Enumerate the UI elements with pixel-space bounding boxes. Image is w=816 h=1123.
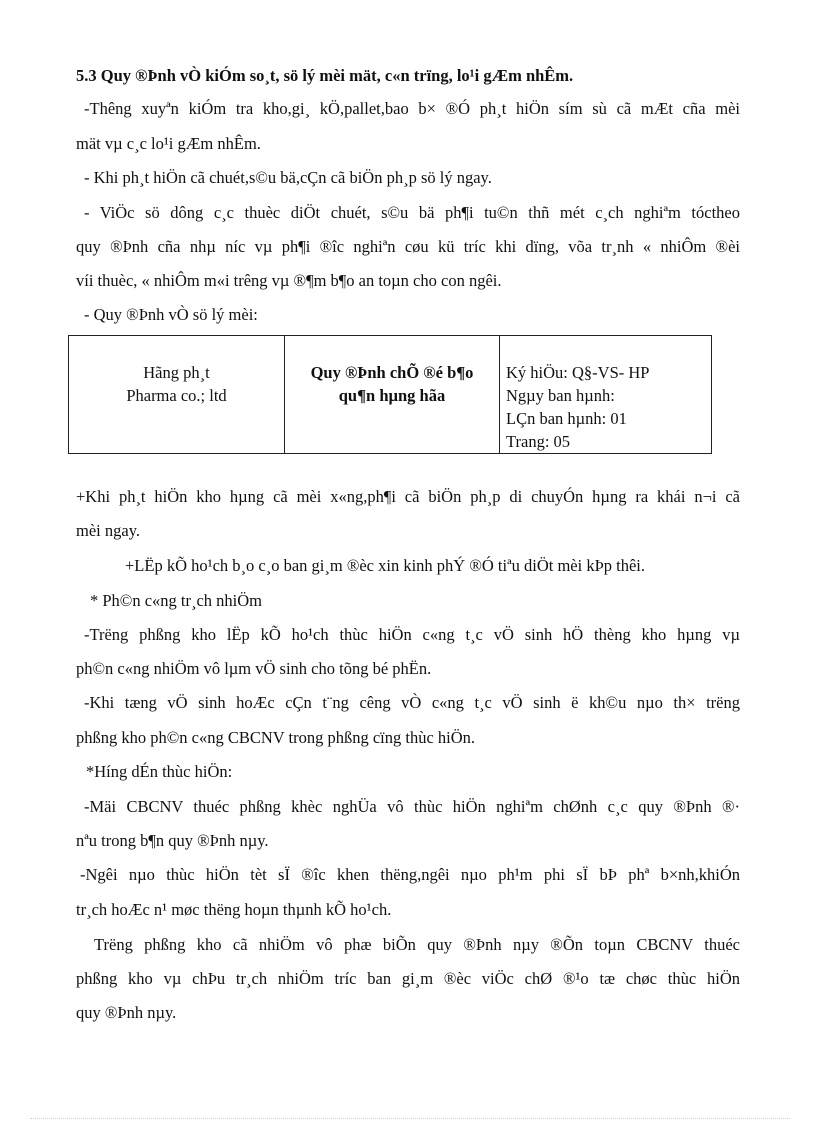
- issue-number: LÇn ban hµnh: 01: [506, 409, 627, 428]
- paragraph-line: phßng kho vµ chÞu tr¸ch nhiÖm tríc ban gi¸m ®èc viÖc chØ ®¹o tæ chøc thùc hiÖn: [76, 969, 740, 988]
- paragraph-line: víi thuèc, « nhiÔm m«i trêng vµ ®¶m b¶o an toµn cho con ngêi.: [76, 271, 502, 290]
- subheading: * Ph©n c«ng tr¸ch nhiÖm: [90, 591, 263, 610]
- company-name: Hãng ph¸t: [143, 363, 210, 382]
- document-title-line: Quy ®Þnh chÕ ®é b¶o: [310, 363, 474, 382]
- paragraph-line: mèi ngay.: [76, 521, 140, 540]
- document-header-table: [68, 335, 712, 454]
- subheading: *Híng dÉn thùc hiÖn:: [86, 762, 233, 781]
- paragraph-line: -Ngêi nµo thùc hiÖn tèt sÏ ®îc khen thëng,ngêi nµo ph¹m phi sÏ bÞ phª b×nh,khiÓn: [80, 865, 740, 884]
- paragraph-line: mät vµ c¸c lo¹i gÆm nhÊm.: [76, 134, 261, 153]
- document-code: Ký hiÖu: Q§-VS- HP: [506, 363, 650, 382]
- issue-date: Ngµy ban hµnh:: [506, 386, 615, 405]
- paragraph-line: -Khi tæng vÖ sinh hoÆc cÇn t¨ng cêng vÒ c«ng t¸c vÖ sinh ë kh©u nµo th× trëng: [84, 693, 740, 712]
- paragraph-line: tr¸ch hoÆc n¹ møc thëng hoµn thµnh kÕ ho¹ch.: [76, 900, 392, 919]
- meta-cell: [500, 336, 712, 454]
- paragraph-line: +LËp kÕ ho¹ch b¸o c¸o ban gi¸m ®èc xin kinh phÝ ®Ó tiªu diÖt mèi kÞp thêi.: [125, 556, 646, 575]
- company-subname: Pharma co.; ltd: [126, 386, 227, 405]
- paragraph-line: - ViÖc sö dông c¸c thuèc diÖt chuét, s©u bä ph¶i tu©n thñ mét c¸ch nghiªm tóctheo: [84, 203, 740, 222]
- paragraph-line: -Mäi CBCNV thuéc phßng khèc nghÜa vô thùc hiÖn nghiªm chØnh c¸c quy ®Þnh ®·: [84, 797, 740, 816]
- title-cell: [285, 336, 500, 454]
- document-title-line: qu¶n hµng hãa: [338, 386, 446, 405]
- paragraph-line: quy ®Þnh cña nhµ níc vµ ph¶i ®îc nghiªn cøu kü tríc khi dïng, võa tr¸nh « nhiÔm ®èi: [76, 237, 740, 256]
- paragraph-line: - Khi ph¸t hiÖn cã chuét,s©u bä,cÇn cã biÖn ph¸p sö lý ngay.: [84, 168, 492, 187]
- paragraph-line: -Trëng phßng kho lËp kÕ ho¹ch thùc hiÖn c«ng t¸c vÖ sinh hÖ thèng kho hµng vµ: [84, 625, 740, 644]
- paragraph-line: Trëng phßng kho cã nhiÖm vô phæ biÕn quy ®Þnh nµy ®Õn toµn CBCNV thuéc: [94, 935, 740, 954]
- paragraph-line: phßng kho ph©n c«ng CBCNV trong phßng cïng thùc hiÖn.: [76, 728, 476, 747]
- page-number: Trang: 05: [506, 432, 571, 451]
- paragraph-line: quy ®Þnh nµy.: [76, 1003, 177, 1022]
- company-cell: [69, 336, 285, 454]
- paragraph-line: -Thêng xuyªn kiÓm tra kho,gi¸ kÖ,pallet,bao b× ®Ó ph¸t hiÖn sím sù cã mÆt cña mèi: [84, 99, 740, 118]
- footer-divider: [30, 1118, 790, 1119]
- section-heading: 5.3 Quy ®Þnh vÒ kiÓm so¸t, sö lý mèi mät, c«n trïng, lo¹i gÆm nhÊm.: [76, 66, 574, 85]
- paragraph-line: ph©n c«ng nhiÖm vô lµm vÖ sinh cho tõng bé phËn.: [76, 659, 432, 678]
- paragraph-line: nªu trong b¶n quy ®Þnh nµy.: [76, 831, 269, 850]
- paragraph-line: - Quy ®Þnh vÒ sö lý mèi:: [84, 305, 258, 324]
- paragraph-line: +Khi ph¸t hiÖn kho hµng cã mèi x«ng,ph¶i cã biÖn ph¸p di chuyÓn hµng ra khái n¬i cã: [76, 487, 740, 506]
